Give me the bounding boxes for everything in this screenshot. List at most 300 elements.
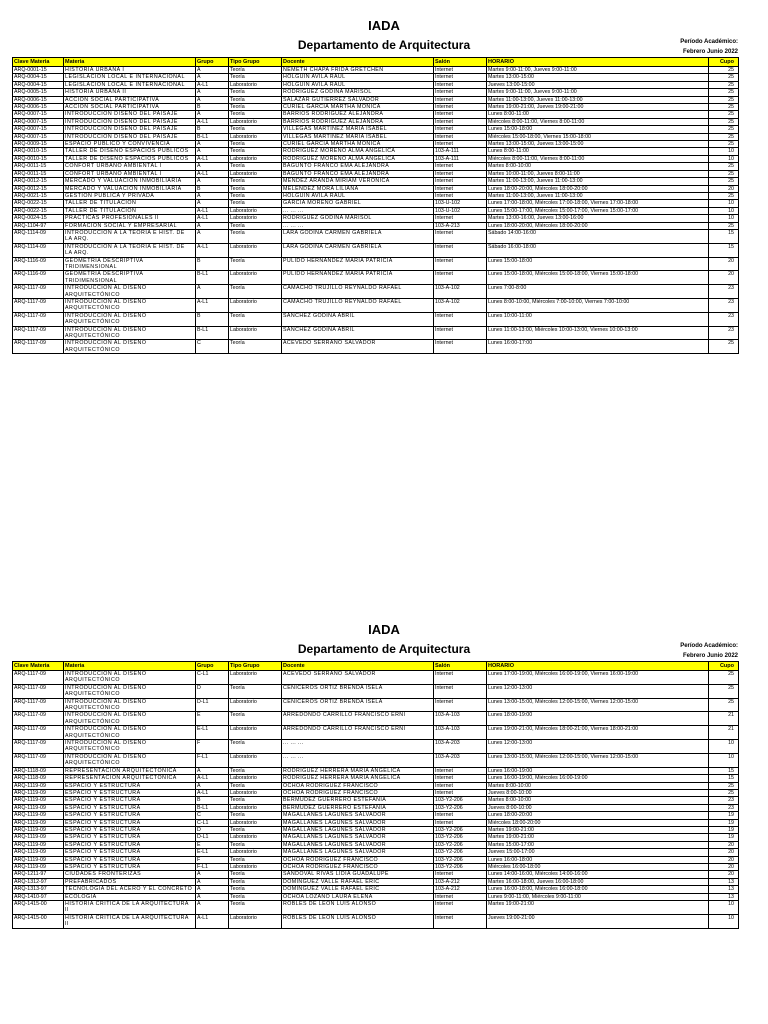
cell-tipo-grupo: Laboratorio xyxy=(229,170,282,177)
cell-grupo: C xyxy=(196,812,229,819)
cell-clave-materia: ARQ-0024-15 xyxy=(13,215,64,222)
cell-clave-materia: ARQ-0005-15 xyxy=(13,89,64,96)
cell-tipo-grupo: Teoría xyxy=(229,893,282,900)
cell-horario: Lunes 16:00-17:00 xyxy=(487,340,709,354)
cell-clave-materia: ARQ-1119-09 xyxy=(13,812,64,819)
cell-horario: Martes 16:00-18:00, Jueves 16:00-18:00 xyxy=(487,878,709,885)
cell-clave-materia: ARQ-0001-15 xyxy=(13,67,64,74)
cell-materia: ESPACIO Y ESTRUCTURA xyxy=(64,797,196,804)
cell-clave-materia: ARQ-1117-09 xyxy=(13,340,64,354)
academic-period xyxy=(680,641,738,661)
cell-salon: 103-Y2-206 xyxy=(434,797,487,804)
cell-materia: ESPACIO Y ESTRUCTURA xyxy=(64,863,196,870)
cell-salon: Internet xyxy=(434,782,487,789)
cell-materia: TALLER DE TITULACIÓN xyxy=(64,207,196,214)
cell-clave-materia: ARQ-1117-09 xyxy=(13,740,64,754)
cell-grupo: A xyxy=(196,893,229,900)
table-row xyxy=(13,207,739,214)
table-row xyxy=(13,229,739,243)
cell-grupo: A-L1 xyxy=(196,299,229,313)
cell-clave-materia: ARQ-1119-09 xyxy=(13,826,64,833)
table-row xyxy=(13,185,739,192)
cell-horario: Martes 11:00-13:00, Jueves 11:00-13:00 xyxy=(487,192,709,199)
cell-clave-materia: ARQ-1117-09 xyxy=(13,712,64,726)
cell-docente: MELENDEZ MORA LILIANA xyxy=(282,185,434,192)
cell-salon: Internet xyxy=(434,901,487,915)
cell-tipo-grupo: Laboratorio xyxy=(229,775,282,782)
cell-docente: MAGALLANES LAGUNES SALVADOR xyxy=(282,841,434,848)
cell-tipo-grupo: Teoría xyxy=(229,782,282,789)
cell-horario: Lunes 8:00-11:00 xyxy=(487,111,709,118)
cell-materia: ECOLOGIA xyxy=(64,893,196,900)
cell-materia: INTRODUCCION DISEÑO DEL PAISAJE xyxy=(64,118,196,125)
cell-cupo: 21 xyxy=(709,726,739,740)
cell-clave-materia: ARQ-0011-15 xyxy=(13,170,64,177)
cell-docente: HOLGUIN AVILA RAUL xyxy=(282,192,434,199)
cell-cupo: 25 xyxy=(709,133,739,140)
table-row xyxy=(13,104,739,111)
cell-clave-materia: ARQ-1410-97 xyxy=(13,893,64,900)
header-docente: Docente xyxy=(282,58,434,67)
cell-materia: INTRODUCCION DISEÑO DEL PAISAJE xyxy=(64,111,196,118)
cell-materia: ESPACIO Y ESTRUCTURA xyxy=(64,856,196,863)
cell-docente: GARCIA MORENO GABRIEL xyxy=(282,200,434,207)
cell-grupo: A xyxy=(196,148,229,155)
cell-cupo: 25 xyxy=(709,340,739,354)
cell-tipo-grupo: Teoría xyxy=(229,126,282,133)
cell-clave-materia: ARQ-1119-09 xyxy=(13,789,64,796)
cell-clave-materia: ARQ-0011-15 xyxy=(13,163,64,170)
table-row xyxy=(13,243,739,257)
cell-salon: 103-A-212 xyxy=(434,878,487,885)
cell-horario: Lunes 8:00-11:00 xyxy=(487,148,709,155)
cell-materia: INTRODUCCION DISEÑO DEL PAISAJE xyxy=(64,133,196,140)
cell-clave-materia: ARQ-0006-15 xyxy=(13,96,64,103)
cell-materia: ACCIÓN SOCIAL PARTICIPATIVA xyxy=(64,96,196,103)
cell-salon: Internet xyxy=(434,178,487,185)
table-row xyxy=(13,126,739,133)
cell-tipo-grupo: Laboratorio xyxy=(229,804,282,811)
cell-materia: INTRODUCCIÓN A LA TEORÍA E HIST. DE LA ARQ. xyxy=(64,243,196,257)
header-materia: Materia xyxy=(64,662,196,671)
table-row xyxy=(13,856,739,863)
cell-cupo: 25 xyxy=(709,67,739,74)
cell-grupo: B xyxy=(196,104,229,111)
cell-docente: DOMINGUEZ VALLE RAFAEL ERIC xyxy=(282,878,434,885)
cell-cupo: 10 xyxy=(709,207,739,214)
cell-grupo: B-L1 xyxy=(196,326,229,340)
cell-grupo: D-L1 xyxy=(196,834,229,841)
table-row xyxy=(13,740,739,754)
cell-materia: TECNOLOGIA DEL ACERO Y EL CONCRETO xyxy=(64,886,196,893)
cell-horario: Lunes 13:00-15:00, Miércoles 12:00-15:00, Viernes 12:00-15:00 xyxy=(487,753,709,767)
cell-cupo: 25 xyxy=(709,104,739,111)
cell-horario: Lunes 15:00-18:00 xyxy=(487,257,709,271)
cell-clave-materia: ARQ-1119-09 xyxy=(13,856,64,863)
cell-grupo: A xyxy=(196,782,229,789)
cell-grupo: A-L1 xyxy=(196,207,229,214)
cell-grupo: E xyxy=(196,841,229,848)
cell-salon: 103-A-212 xyxy=(434,886,487,893)
cell-horario: Martes 11:00-13:00, Jueves 11:00-13:00 xyxy=(487,178,709,185)
cell-cupo: 20 xyxy=(709,257,739,271)
cell-horario: Martes 13:00-16:00, Jueves 13:00-16:00 xyxy=(487,215,709,222)
table-row xyxy=(13,118,739,125)
period-value: Febrero Junio 2022 xyxy=(682,653,738,659)
cell-cupo: 10 xyxy=(709,200,739,207)
cell-horario: Martes 13:00-15:00 xyxy=(487,74,709,81)
cell-grupo: A xyxy=(196,67,229,74)
cell-horario: Lunes 15:00-18:00, Miércoles 15:00-18:00, Viernes 15:00-18:00 xyxy=(487,271,709,285)
cell-grupo: A-L1 xyxy=(196,81,229,88)
table-row xyxy=(13,155,739,162)
cell-cupo: 20 xyxy=(709,871,739,878)
cell-docente: SANCHEZ GODINA ABRIL xyxy=(282,312,434,326)
cell-docente: MAGALLANES LAGUNES SALVADOR xyxy=(282,812,434,819)
cell-clave-materia: ARQ-0010-15 xyxy=(13,155,64,162)
cell-clave-materia: ARQ-0004-15 xyxy=(13,74,64,81)
cell-materia: ESPACIO PUBLICO Y CONVIVENCIA xyxy=(64,141,196,148)
cell-tipo-grupo: Teoría xyxy=(229,740,282,754)
cell-horario: Lunes 16:00-19:00 xyxy=(487,767,709,774)
cell-cupo: 25 xyxy=(709,74,739,81)
cell-docente: SANCHEZ GODINA ABRIL xyxy=(282,326,434,340)
table-row xyxy=(13,81,739,88)
cell-materia: ACCIÓN SOCIAL PARTICIPATIVA xyxy=(64,104,196,111)
cell-grupo: A xyxy=(196,886,229,893)
cell-cupo: 23 xyxy=(709,797,739,804)
cell-docente: BARRIOS RODRIGUEZ ALEJANDRA xyxy=(282,118,434,125)
table-row xyxy=(13,340,739,354)
cell-materia: INTRODUCCIÓN AL DISEÑO ARQUITECTÓNICO xyxy=(64,299,196,313)
cell-grupo: A-L1 xyxy=(196,155,229,162)
cell-grupo: A xyxy=(196,141,229,148)
cell-cupo: 25 xyxy=(709,192,739,199)
cell-materia: ESPACIO Y ESTRUCTURA xyxy=(64,789,196,796)
cell-materia: REPRESENTACIÓN ARQUITECTÓNICA xyxy=(64,767,196,774)
cell-docente: ROBLES DE LEON LUIS ALONSO xyxy=(282,914,434,928)
cell-horario: Lunes 18:00-19:00 xyxy=(487,712,709,726)
header-docente: Docente xyxy=(282,662,434,671)
cell-salon: Internet xyxy=(434,170,487,177)
cell-materia: INTRODUCCIÓN AL DISEÑO ARQUITECTÓNICO xyxy=(64,726,196,740)
cell-tipo-grupo: Teoría xyxy=(229,178,282,185)
cell-docente: ARREDONDO CARRILLO FRANCISCO ERNI xyxy=(282,712,434,726)
header-clave-materia: Clave Materia xyxy=(13,662,64,671)
table-row xyxy=(13,271,739,285)
cell-docente: MAGALLANES LAGUNES SALVADOR xyxy=(282,834,434,841)
cell-tipo-grupo: Teoría xyxy=(229,96,282,103)
cell-cupo: 20 xyxy=(709,863,739,870)
cell-grupo: A-L1 xyxy=(196,243,229,257)
cell-salon: 103-Y2-206 xyxy=(434,826,487,833)
cell-clave-materia: ARQ-1118-09 xyxy=(13,767,64,774)
cell-docente: PULIDO HERNANDEZ MARIA PATRICIA xyxy=(282,257,434,271)
header-salon: Salón xyxy=(434,58,487,67)
cell-cupo: 25 xyxy=(709,111,739,118)
cell-salon: Internet xyxy=(434,775,487,782)
cell-materia: ESPACIO Y ESTRUCTURA xyxy=(64,819,196,826)
cell-salon: 103-A-111 xyxy=(434,148,487,155)
cell-materia: CONFORT URBANO AMBIENTAL I xyxy=(64,170,196,177)
cell-clave-materia: ARQ-0007-15 xyxy=(13,126,64,133)
cell-grupo: E xyxy=(196,712,229,726)
cell-clave-materia: ARQ-1117-09 xyxy=(13,726,64,740)
cell-cupo: 10 xyxy=(709,155,739,162)
cell-materia: ESPACIO Y ESTRUCTURA xyxy=(64,782,196,789)
cell-tipo-grupo: Teoría xyxy=(229,192,282,199)
table-row xyxy=(13,96,739,103)
cell-salon: Internet xyxy=(434,118,487,125)
cell-tipo-grupo: Laboratorio xyxy=(229,914,282,928)
cell-grupo: A xyxy=(196,96,229,103)
cell-cupo: 10 xyxy=(709,215,739,222)
cell-salon: Internet xyxy=(434,192,487,199)
cell-docente: LARA GODINA CARMEN GABRIELA xyxy=(282,243,434,257)
cell-grupo: B-L1 xyxy=(196,271,229,285)
cell-horario: Lunes 15:00-17:00, Miércoles 15:00-17:00, Viernes 15:00-17:00 xyxy=(487,207,709,214)
table-row xyxy=(13,886,739,893)
cell-salon: Internet xyxy=(434,871,487,878)
cell-salon: 103-U-102 xyxy=(434,207,487,214)
cell-docente: PULIDO HERNANDEZ MARIA PATRICIA xyxy=(282,271,434,285)
cell-horario: Lunes 14:00-16:00, Miércoles 14:00-16:00 xyxy=(487,871,709,878)
cell-docente: ACEVEDO SERRANO SALVADOR xyxy=(282,340,434,354)
cell-salon: Internet xyxy=(434,126,487,133)
cell-clave-materia: ARQ-1118-09 xyxy=(13,775,64,782)
cell-grupo: A xyxy=(196,74,229,81)
cell-horario: Jueves 13:00-15:00 xyxy=(487,81,709,88)
cell-horario: Lunes 19:00-21:00, Miércoles 18:00-21:00, Viernes 18:00-21:00 xyxy=(487,726,709,740)
cell-cupo: 20 xyxy=(709,849,739,856)
cell-tipo-grupo: Laboratorio xyxy=(229,789,282,796)
cell-tipo-grupo: Teoría xyxy=(229,684,282,698)
cell-docente: BERMUDEZ GUERRERO ESTEFANIA xyxy=(282,797,434,804)
cell-cupo: 10 xyxy=(709,148,739,155)
cell-cupo: 13 xyxy=(709,878,739,885)
cell-clave-materia: ARQ-0022-15 xyxy=(13,207,64,214)
cell-cupo: 20 xyxy=(709,856,739,863)
cell-salon: Internet xyxy=(434,271,487,285)
table-row xyxy=(13,782,739,789)
cell-docente: CAMACHO TRUJILLO REYNALDO RAFAEL xyxy=(282,285,434,299)
cell-clave-materia: ARQ-1415-00 xyxy=(13,901,64,915)
institution-title: IADA xyxy=(368,18,400,33)
cell-grupo: A-L1 xyxy=(196,914,229,928)
cell-grupo: A xyxy=(196,222,229,229)
cell-cupo: 13 xyxy=(709,886,739,893)
cell-docente: SANDOVAL RIVAS LIDIA GUADALUPE xyxy=(282,871,434,878)
cell-docente: CAMACHO TRUJILLO REYNALDO RAFAEL xyxy=(282,299,434,313)
cell-docente: BAGUNTO FRANCO EMA ALEJANDRA xyxy=(282,163,434,170)
cell-grupo: F-L1 xyxy=(196,753,229,767)
table-row xyxy=(13,257,739,271)
department-title: Departamento de Arquitectura xyxy=(297,642,471,656)
cell-salon: Internet xyxy=(434,698,487,712)
cell-salon: Internet xyxy=(434,229,487,243)
table-row xyxy=(13,726,739,740)
cell-horario: Lunes 7:00-8:00 xyxy=(487,285,709,299)
cell-cupo: 25 xyxy=(709,178,739,185)
cell-horario: Lunes 15:00-18:00 xyxy=(487,126,709,133)
cell-horario: Martes 19:00-21:00, Jueves 19:00-21:00 xyxy=(487,104,709,111)
cell-materia: GEOMETRIA DESCRIPTIVA TRIDIMENSIONAL xyxy=(64,257,196,271)
cell-clave-materia: ARQ-1117-09 xyxy=(13,671,64,685)
cell-tipo-grupo: Teoría xyxy=(229,89,282,96)
cell-tipo-grupo: Teoría xyxy=(229,67,282,74)
cell-grupo: B-L1 xyxy=(196,133,229,140)
cell-salon: 103-Y2-206 xyxy=(434,863,487,870)
cell-clave-materia: ARQ-1119-09 xyxy=(13,804,64,811)
header-cupo: Cupo xyxy=(709,58,739,67)
cell-salon: 103-Y2-206 xyxy=(434,849,487,856)
header-horario: HORARIO xyxy=(487,662,709,671)
cell-cupo: 15 xyxy=(709,775,739,782)
cell-salon: 103-A-203 xyxy=(434,753,487,767)
cell-horario: Martes 9:00-11:00, Jueves 9:00-11:00 xyxy=(487,67,709,74)
cell-salon: Internet xyxy=(434,914,487,928)
cell-tipo-grupo: Teoría xyxy=(229,312,282,326)
institution-title: IADA xyxy=(368,622,400,637)
table-row xyxy=(13,299,739,313)
cell-grupo: B xyxy=(196,257,229,271)
cell-cupo: 23 xyxy=(709,285,739,299)
cell-materia: TALLER DE DISEÑO ESPACIOS PUBLICOS xyxy=(64,155,196,162)
cell-horario: Martes 8:00-10:00 xyxy=(487,163,709,170)
cell-tipo-grupo: Laboratorio xyxy=(229,863,282,870)
period-value: Febrero Junio 2022 xyxy=(682,49,738,55)
cell-docente: MENDEZ ARANDA MIRIAM VERONICA xyxy=(282,178,434,185)
cell-cupo: 25 xyxy=(709,782,739,789)
table-row xyxy=(13,893,739,900)
cell-salon: 103-Y2-206 xyxy=(434,856,487,863)
table-row xyxy=(13,797,739,804)
cell-grupo: A-L1 xyxy=(196,775,229,782)
cell-horario: Martes 15:00-17:00 xyxy=(487,841,709,848)
table-header-row xyxy=(13,58,739,67)
cell-clave-materia: ARQ-1119-09 xyxy=(13,819,64,826)
cell-salon: Internet xyxy=(434,133,487,140)
table-row xyxy=(13,148,739,155)
cell-tipo-grupo: Laboratorio xyxy=(229,726,282,740)
cell-clave-materia: ARQ-1117-09 xyxy=(13,698,64,712)
table-row xyxy=(13,170,739,177)
cell-grupo: A xyxy=(196,878,229,885)
cell-clave-materia: ARQ-1116-09 xyxy=(13,271,64,285)
cell-grupo: B xyxy=(196,185,229,192)
cell-docente: CURIEL GARCIA MARTHA MONICA xyxy=(282,104,434,111)
cell-horario: Jueves 19:00-21:00 xyxy=(487,914,709,928)
cell-clave-materia: ARQ-1116-09 xyxy=(13,257,64,271)
cell-grupo: C xyxy=(196,340,229,354)
table-row xyxy=(13,863,739,870)
table-header-row xyxy=(13,662,739,671)
table-row xyxy=(13,671,739,685)
table-row xyxy=(13,841,739,848)
cell-grupo: C-L1 xyxy=(196,819,229,826)
cell-salon: Internet xyxy=(434,104,487,111)
table-row xyxy=(13,789,739,796)
cell-salon: Internet xyxy=(434,215,487,222)
cell-cupo: 13 xyxy=(709,893,739,900)
cell-cupo: 25 xyxy=(709,118,739,125)
cell-cupo: 25 xyxy=(709,789,739,796)
cell-clave-materia: ARQ-0007-15 xyxy=(13,111,64,118)
cell-tipo-grupo: Teoría xyxy=(229,878,282,885)
cell-horario: Lunes 13:00-15:00, Miércoles 12:00-15:00, Viernes 12:00-15:00 xyxy=(487,698,709,712)
cell-salon: 103-Y2-206 xyxy=(434,841,487,848)
academic-period xyxy=(680,37,738,57)
cell-horario: Lunes 12:00-13:00 xyxy=(487,740,709,754)
table-row xyxy=(13,285,739,299)
cell-materia: HISTORIA CRITICA DE LA ARQUITECTURA II xyxy=(64,914,196,928)
cell-clave-materia: ARQ-1415-00 xyxy=(13,914,64,928)
cell-docente: RODRIGUEZ GODINA MARISOL xyxy=(282,215,434,222)
schedule-table xyxy=(12,661,739,929)
cell-grupo: A-L1 xyxy=(196,118,229,125)
cell-horario: Lunes 12:00-13:00 xyxy=(487,684,709,698)
header-tipo-grupo: Tipo Grupo xyxy=(229,58,282,67)
cell-materia: CIUDADES FRONTERIZAS xyxy=(64,871,196,878)
cell-salon: Internet xyxy=(434,812,487,819)
cell-grupo: A-L1 xyxy=(196,789,229,796)
cell-salon: Internet xyxy=(434,684,487,698)
cell-docente: MAGALLANES LAGUNES SALVADOR xyxy=(282,849,434,856)
cell-docente: SALAZAR GUTIERREZ SALVADOR xyxy=(282,96,434,103)
table-row xyxy=(13,826,739,833)
cell-salon: Internet xyxy=(434,893,487,900)
table-row xyxy=(13,163,739,170)
cell-tipo-grupo: Laboratorio xyxy=(229,243,282,257)
cell-materia: ESPACIO Y ESTRUCTURA xyxy=(64,826,196,833)
cell-tipo-grupo: Teoría xyxy=(229,856,282,863)
cell-grupo: A xyxy=(196,767,229,774)
cell-docente: ROBLES DE LEON LUIS ALONSO xyxy=(282,901,434,915)
cell-tipo-grupo: Laboratorio xyxy=(229,834,282,841)
cell-grupo: C-L1 xyxy=(196,671,229,685)
cell-materia: ESPACIO Y ESTRUCTURA xyxy=(64,834,196,841)
cell-clave-materia: ARQ-0010-15 xyxy=(13,148,64,155)
cell-docente: ACEVEDO SERRANO SALVADOR xyxy=(282,671,434,685)
cell-cupo: 15 xyxy=(709,229,739,243)
cell-clave-materia: ARQ-1114-09 xyxy=(13,243,64,257)
cell-grupo: A xyxy=(196,89,229,96)
cell-materia: LEGISLACIÓN LOCAL E INTERNACIONAL xyxy=(64,81,196,88)
table-row xyxy=(13,698,739,712)
cell-clave-materia: ARQ-0009-15 xyxy=(13,141,64,148)
cell-horario: Lunes 18:00-20:00, Miércoles 18:00-20:00 xyxy=(487,185,709,192)
cell-grupo: A xyxy=(196,192,229,199)
cell-horario: Martes 8:00-10:00 xyxy=(487,782,709,789)
cell-salon: Internet xyxy=(434,312,487,326)
cell-horario: Martes 11:00-13:00, Jueves 11:00-13:00 xyxy=(487,96,709,103)
cell-docente: OCHOA LOZANO LAURA ELENA xyxy=(282,893,434,900)
cell-horario: Lunes 10:00-11:00 xyxy=(487,312,709,326)
cell-docente: HOLGUIN AVILA RAUL xyxy=(282,74,434,81)
cell-salon: 103-A-111 xyxy=(434,155,487,162)
cell-grupo: D-L1 xyxy=(196,698,229,712)
cell-clave-materia: ARQ-1117-09 xyxy=(13,312,64,326)
cell-clave-materia: ARQ-1119-09 xyxy=(13,797,64,804)
cell-clave-materia: ARQ-1119-09 xyxy=(13,849,64,856)
cell-docente: OCHOA RODRIGUEZ FRANCISCO xyxy=(282,782,434,789)
cell-grupo: B xyxy=(196,126,229,133)
cell-clave-materia: ARQ-0007-15 xyxy=(13,118,64,125)
cell-salon: Internet xyxy=(434,789,487,796)
cell-tipo-grupo: Laboratorio xyxy=(229,819,282,826)
cell-materia: GESTIÓN PUBLICA Y PRIVADA xyxy=(64,192,196,199)
cell-docente: OCHOA RODRIGUEZ FRANCISCO xyxy=(282,856,434,863)
